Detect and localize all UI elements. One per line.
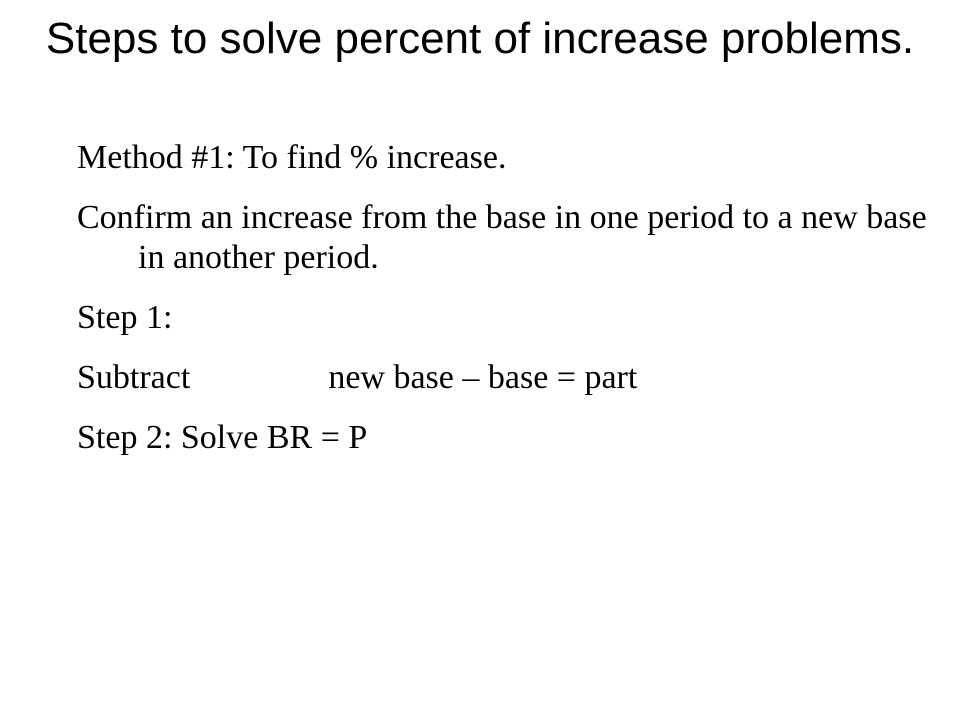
subtract-formula: new base – base = part: [328, 359, 638, 396]
slide-body: [77, 138, 937, 478]
step-1-line: Step 1:: [77, 299, 173, 336]
method-line: Method #1: To find % increase.: [77, 139, 507, 176]
confirm-paragraph: Confirm an increase from the base in one period to a new base in another period.: [77, 199, 927, 276]
step-2-line: Step 2: Solve BR = P: [77, 419, 368, 456]
subtract-line: [77, 358, 937, 398]
slide-title: Steps to solve percent of increase problems.: [45, 14, 915, 63]
subtract-label: Subtract: [77, 359, 191, 396]
